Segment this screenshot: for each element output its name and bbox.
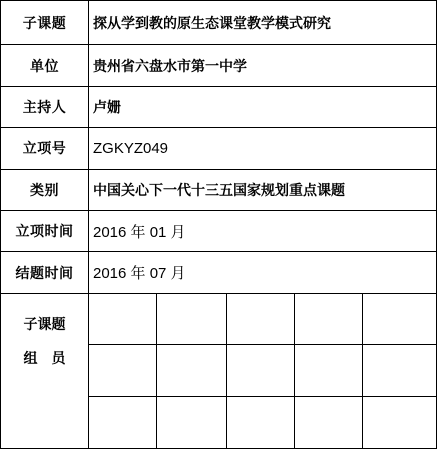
member-cell [227, 397, 295, 449]
project-number-label: 立项号 [1, 128, 89, 169]
host-value: 卢姗 [89, 86, 437, 127]
member-cell [363, 397, 437, 449]
end-date-label: 结题时间 [1, 252, 89, 293]
members-label-line2: 组员 [23, 350, 80, 367]
member-cell [227, 293, 295, 345]
row-host [1, 86, 437, 127]
member-cell [295, 397, 363, 449]
member-cell [227, 345, 295, 397]
subtopic-label: 子课题 [1, 1, 89, 45]
category-value: 中国关心下一代十三五国家规划重点课题 [89, 169, 437, 210]
member-cell [295, 293, 363, 345]
member-row-1 [1, 293, 437, 345]
members-label-line1: 子课题 [23, 316, 66, 333]
start-date-value: 2016 年 01 月 [89, 210, 437, 251]
member-cell [89, 345, 157, 397]
unit-value: 贵州省六盘水市第一中学 [89, 45, 437, 86]
start-date-label: 立项时间 [1, 210, 89, 251]
row-end-date [1, 252, 437, 293]
row-project-number [1, 128, 437, 169]
category-label: 类别 [1, 169, 89, 210]
host-label: 主持人 [1, 86, 89, 127]
row-category [1, 169, 437, 210]
row-subtopic [1, 1, 437, 45]
member-cell [89, 397, 157, 449]
member-cell [363, 293, 437, 345]
member-cell [89, 293, 157, 345]
member-cell [157, 293, 227, 345]
project-number-value: ZGKYZ049 [89, 128, 437, 169]
subtopic-value: 探从学到教的原生态课堂教学模式研究 [89, 1, 437, 45]
member-cell [363, 345, 437, 397]
end-date-value: 2016 年 07 月 [89, 252, 437, 293]
row-unit [1, 45, 437, 86]
member-cell [295, 345, 363, 397]
member-cell [157, 397, 227, 449]
unit-label: 单位 [1, 45, 89, 86]
row-start-date [1, 210, 437, 251]
member-cell [157, 345, 227, 397]
members-label [1, 293, 89, 448]
